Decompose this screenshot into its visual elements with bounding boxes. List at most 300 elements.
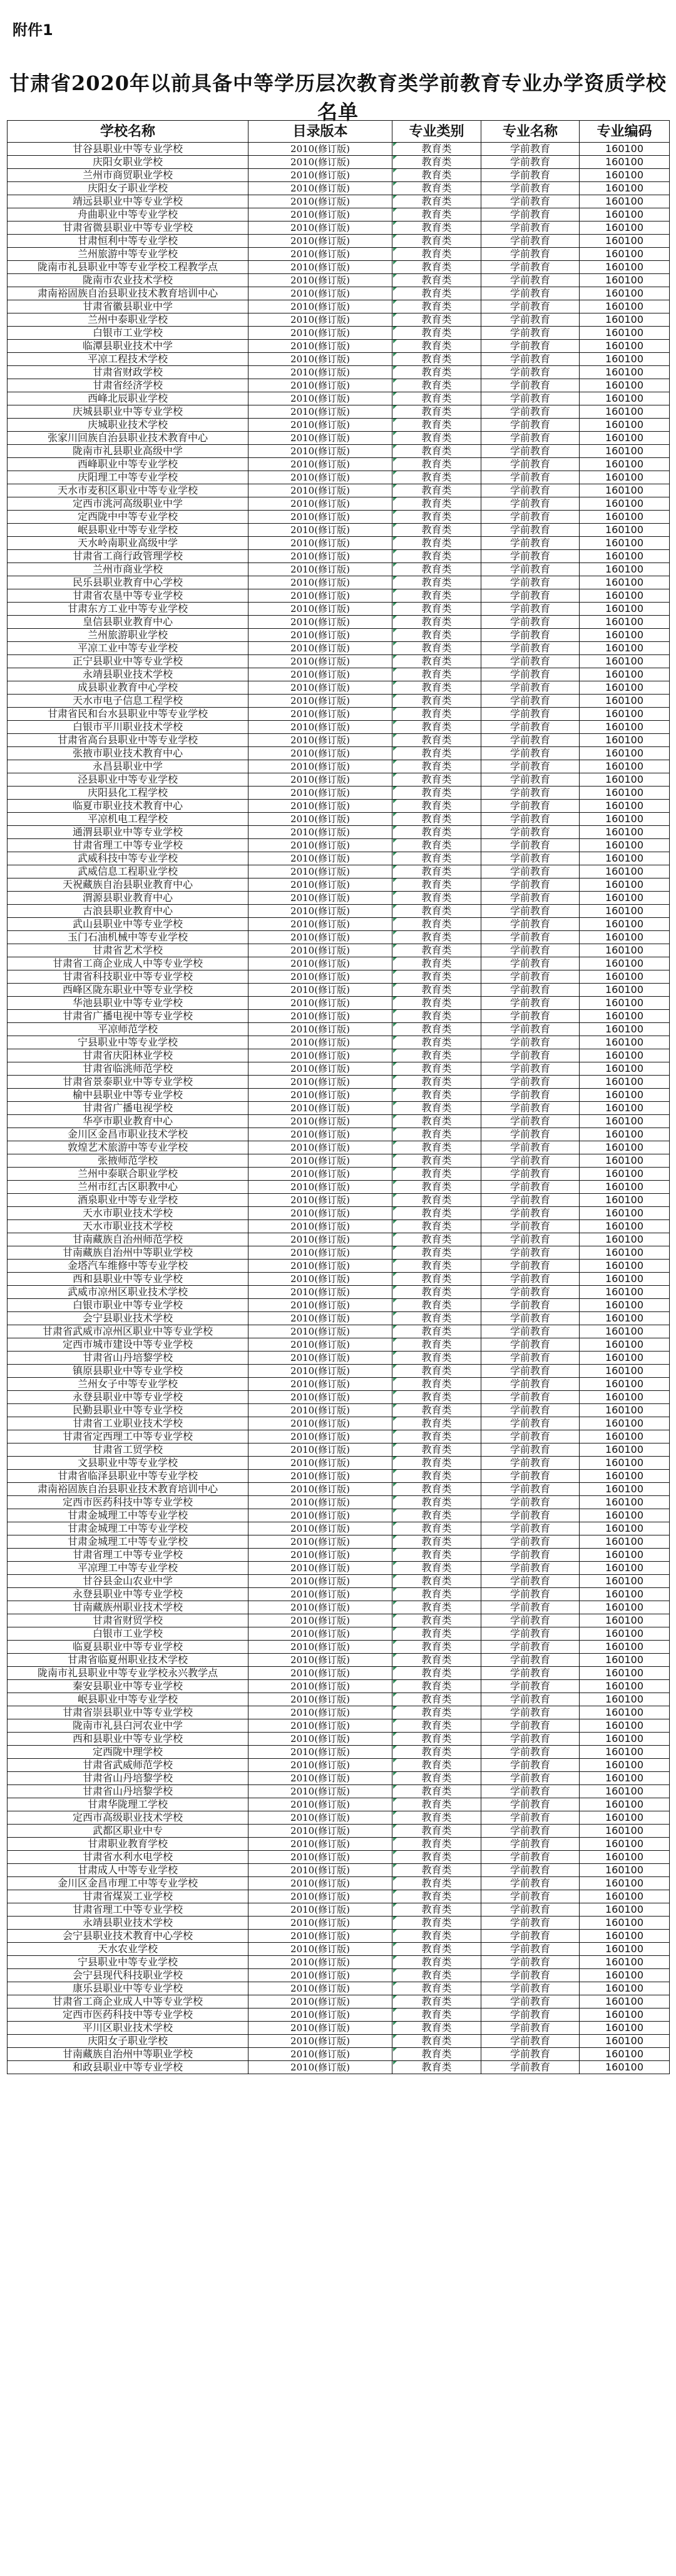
cell-marker-icon xyxy=(393,195,397,199)
code-cell: 160100 xyxy=(580,1404,670,1417)
category-cell: 教育类 xyxy=(392,1838,481,1851)
major-cell: 学前教育 xyxy=(481,537,580,550)
version-cell: 2010(修订版) xyxy=(248,1233,392,1246)
school-name-cell: 舟曲职业中等专业学校 xyxy=(8,208,248,221)
category-cell: 教育类 xyxy=(392,1864,481,1877)
table-row xyxy=(8,169,670,182)
school-name-cell: 平凉工程技术学校 xyxy=(8,353,248,366)
version-cell: 2010(修订版) xyxy=(248,1168,392,1181)
code-cell: 160100 xyxy=(580,445,670,458)
table-row xyxy=(8,1299,670,1312)
category-cell: 教育类 xyxy=(392,1207,481,1220)
category-cell: 教育类 xyxy=(392,787,481,800)
school-name-cell: 玉门石油机械中等专业学校 xyxy=(8,931,248,944)
major-cell: 学前教育 xyxy=(481,182,580,195)
version-cell: 2010(修订版) xyxy=(248,1733,392,1746)
code-cell: 160100 xyxy=(580,2048,670,2061)
school-name-cell: 华池县职业中等专业学校 xyxy=(8,997,248,1010)
category-cell: 教育类 xyxy=(392,1509,481,1522)
version-cell: 2010(修订版) xyxy=(248,708,392,721)
category-cell: 教育类 xyxy=(392,327,481,340)
code-cell: 160100 xyxy=(580,708,670,721)
major-cell: 学前教育 xyxy=(481,1246,580,1260)
category-cell: 教育类 xyxy=(392,1746,481,1759)
school-name-cell: 武都区职业中专 xyxy=(8,1825,248,1838)
major-cell: 学前教育 xyxy=(481,1168,580,1181)
table-row xyxy=(8,1614,670,1627)
table-row xyxy=(8,1246,670,1260)
code-cell: 160100 xyxy=(580,353,670,366)
school-name-cell: 会宁县职业技术学校 xyxy=(8,1312,248,1325)
table-row xyxy=(8,1798,670,1811)
category-cell: 教育类 xyxy=(392,1995,481,2008)
major-cell: 学前教育 xyxy=(481,287,580,300)
code-cell: 160100 xyxy=(580,970,670,984)
major-cell: 学前教育 xyxy=(481,1943,580,1956)
table-row xyxy=(8,1338,670,1352)
category-cell: 教育类 xyxy=(392,1273,481,1286)
school-name-cell: 甘南藏族自治州师范学校 xyxy=(8,1233,248,1246)
table-row xyxy=(8,2022,670,2035)
code-cell: 160100 xyxy=(580,1549,670,1562)
major-cell: 学前教育 xyxy=(481,2022,580,2035)
category-cell: 教育类 xyxy=(392,970,481,984)
code-cell: 160100 xyxy=(580,1982,670,1995)
code-cell: 160100 xyxy=(580,1851,670,1864)
major-cell: 学前教育 xyxy=(481,1759,580,1772)
school-name-cell: 西峰北辰职业学校 xyxy=(8,392,248,405)
major-cell: 学前教育 xyxy=(481,1706,580,1719)
table-row xyxy=(8,1969,670,1982)
school-name-cell: 西和县职业中等专业学校 xyxy=(8,1733,248,1746)
school-name-cell: 甘肃省工商行政管理学校 xyxy=(8,550,248,563)
table-row xyxy=(8,300,670,313)
table-row xyxy=(8,1522,670,1535)
school-name-cell: 张掖市职业技术教育中心 xyxy=(8,747,248,760)
category-cell: 教育类 xyxy=(392,629,481,642)
school-name-cell: 甘肃省工业职业技术学校 xyxy=(8,1417,248,1430)
school-name-cell: 陇南市农业技术学校 xyxy=(8,274,248,287)
code-cell: 160100 xyxy=(580,2061,670,2074)
version-cell: 2010(修订版) xyxy=(248,287,392,300)
category-cell: 教育类 xyxy=(392,392,481,405)
school-name-cell: 临潭县职业技术中学 xyxy=(8,340,248,353)
major-cell: 学前教育 xyxy=(481,221,580,235)
category-cell: 教育类 xyxy=(392,1338,481,1352)
school-name-cell: 天水市电子信息工程学校 xyxy=(8,695,248,708)
major-cell: 学前教育 xyxy=(481,1522,580,1535)
table-row xyxy=(8,327,670,340)
school-name-cell: 兰州中泰联合职业学校 xyxy=(8,1168,248,1181)
version-cell: 2010(修订版) xyxy=(248,1483,392,1496)
cell-marker-icon xyxy=(393,524,397,527)
table-row xyxy=(8,576,670,589)
table-row xyxy=(8,1115,670,1128)
version-cell: 2010(修订版) xyxy=(248,550,392,563)
major-cell: 学前教育 xyxy=(481,1930,580,1943)
cell-marker-icon xyxy=(393,905,397,909)
code-cell: 160100 xyxy=(580,760,670,773)
category-cell: 教育类 xyxy=(392,865,481,878)
table-row xyxy=(8,1588,670,1601)
school-name-cell: 甘肃省艺术学校 xyxy=(8,944,248,957)
cell-marker-icon xyxy=(393,235,397,238)
major-cell: 学前教育 xyxy=(481,1036,580,1049)
version-cell: 2010(修订版) xyxy=(248,405,392,419)
table-row xyxy=(8,1706,670,1719)
version-cell: 2010(修订版) xyxy=(248,1378,392,1391)
cell-marker-icon xyxy=(393,1207,397,1211)
version-cell: 2010(修订版) xyxy=(248,1693,392,1706)
category-cell: 教育类 xyxy=(392,1667,481,1680)
version-cell: 2010(修订版) xyxy=(248,1549,392,1562)
version-cell: 2010(修订版) xyxy=(248,1772,392,1785)
table-row xyxy=(8,235,670,248)
category-cell: 教育类 xyxy=(392,471,481,484)
cell-marker-icon xyxy=(393,1483,397,1487)
cell-marker-icon xyxy=(393,1352,397,1355)
cell-marker-icon xyxy=(393,970,397,974)
cell-marker-icon xyxy=(393,852,397,856)
document-title: 甘肃省2020年以前具备中等学历层次教育类学前教育专业办学资质学校名单 xyxy=(9,71,667,124)
cell-marker-icon xyxy=(393,787,397,790)
code-cell: 160100 xyxy=(580,1759,670,1772)
school-name-cell: 临夏市职业技术教育中心 xyxy=(8,800,248,813)
code-cell: 160100 xyxy=(580,471,670,484)
code-cell: 160100 xyxy=(580,1825,670,1838)
table-row xyxy=(8,1943,670,1956)
category-cell: 教育类 xyxy=(392,892,481,905)
version-cell: 2010(修订版) xyxy=(248,182,392,195)
table-row xyxy=(8,1089,670,1102)
category-cell: 教育类 xyxy=(392,603,481,616)
major-cell: 学前教育 xyxy=(481,1601,580,1614)
code-cell: 160100 xyxy=(580,931,670,944)
code-cell: 160100 xyxy=(580,156,670,169)
version-cell: 2010(修订版) xyxy=(248,1614,392,1627)
major-cell: 学前教育 xyxy=(481,668,580,681)
major-cell: 学前教育 xyxy=(481,878,580,892)
code-cell: 160100 xyxy=(580,1457,670,1470)
category-cell: 教育类 xyxy=(392,760,481,773)
category-cell: 教育类 xyxy=(392,2022,481,2035)
code-cell: 160100 xyxy=(580,1614,670,1627)
version-cell: 2010(修订版) xyxy=(248,1010,392,1023)
table-row xyxy=(8,1430,670,1443)
major-cell: 学前教育 xyxy=(481,313,580,327)
cell-marker-icon xyxy=(393,1535,397,1539)
major-cell: 学前教育 xyxy=(481,603,580,616)
major-cell: 学前教育 xyxy=(481,1903,580,1917)
code-cell: 160100 xyxy=(580,1693,670,1706)
school-name-cell: 兰州市商贸职业学校 xyxy=(8,169,248,182)
category-cell: 教育类 xyxy=(392,261,481,274)
table-row xyxy=(8,1680,670,1693)
cell-marker-icon xyxy=(393,865,397,869)
cell-marker-icon xyxy=(393,957,397,961)
major-cell: 学前教育 xyxy=(481,1772,580,1785)
major-cell: 学前教育 xyxy=(481,1391,580,1404)
school-name-cell: 甘肃省临泽县职业中等专业学校 xyxy=(8,1470,248,1483)
version-cell: 2010(修订版) xyxy=(248,1194,392,1207)
school-name-cell: 甘肃省理工中等专业学校 xyxy=(8,1903,248,1917)
table-row xyxy=(8,1627,670,1641)
school-name-cell: 张掖师范学校 xyxy=(8,1154,248,1168)
school-name-cell: 甘肃省临夏州职业技术学校 xyxy=(8,1654,248,1667)
cell-marker-icon xyxy=(393,1601,397,1605)
table-row xyxy=(8,629,670,642)
version-cell: 2010(修订版) xyxy=(248,1089,392,1102)
school-name-cell: 古浪县职业教育中心 xyxy=(8,905,248,918)
table-row xyxy=(8,668,670,681)
cell-marker-icon xyxy=(393,839,397,843)
category-cell: 教育类 xyxy=(392,1890,481,1903)
version-cell: 2010(修订版) xyxy=(248,576,392,589)
table-row xyxy=(8,445,670,458)
annex-label: 附件1 xyxy=(13,21,53,39)
version-cell: 2010(修订版) xyxy=(248,1102,392,1115)
version-cell: 2010(修订版) xyxy=(248,524,392,537)
table-row xyxy=(8,589,670,603)
cell-marker-icon xyxy=(393,511,397,514)
code-cell: 160100 xyxy=(580,327,670,340)
cell-marker-icon xyxy=(393,747,397,751)
version-cell: 2010(修订版) xyxy=(248,878,392,892)
code-cell: 160100 xyxy=(580,1877,670,1890)
header-row xyxy=(8,121,670,143)
table-row xyxy=(8,261,670,274)
version-cell: 2010(修订版) xyxy=(248,1207,392,1220)
code-cell: 160100 xyxy=(580,892,670,905)
version-cell: 2010(修订版) xyxy=(248,2008,392,2022)
code-cell: 160100 xyxy=(580,1220,670,1233)
table-row xyxy=(8,471,670,484)
table-row xyxy=(8,603,670,616)
school-name-cell: 平凉理工中等专业学校 xyxy=(8,1562,248,1575)
school-name-cell: 成县职业教育中心学校 xyxy=(8,681,248,695)
code-cell: 160100 xyxy=(580,248,670,261)
major-cell: 学前教育 xyxy=(481,1890,580,1903)
cell-marker-icon xyxy=(393,550,397,554)
code-cell: 160100 xyxy=(580,300,670,313)
category-cell: 教育类 xyxy=(392,1141,481,1154)
code-cell: 160100 xyxy=(580,1194,670,1207)
school-name-cell: 岷县职业中等专业学校 xyxy=(8,524,248,537)
table-row xyxy=(8,918,670,931)
major-cell: 学前教育 xyxy=(481,1273,580,1286)
category-cell: 教育类 xyxy=(392,1614,481,1627)
school-name-cell: 甘肃省财贸学校 xyxy=(8,1614,248,1627)
version-cell: 2010(修订版) xyxy=(248,156,392,169)
school-name-cell: 庆城县职业中等专业学校 xyxy=(8,405,248,419)
cell-marker-icon xyxy=(393,1811,397,1815)
major-cell: 学前教育 xyxy=(481,997,580,1010)
cell-marker-icon xyxy=(393,826,397,830)
table-row xyxy=(8,1811,670,1825)
school-name-cell: 武威信息工程职业学校 xyxy=(8,865,248,878)
code-cell: 160100 xyxy=(580,1036,670,1049)
major-cell: 学前教育 xyxy=(481,1641,580,1654)
school-name-cell: 陇南市礼县职业高级中学 xyxy=(8,445,248,458)
school-name-cell: 庆城职业技术学校 xyxy=(8,419,248,432)
table-row xyxy=(8,1825,670,1838)
code-cell: 160100 xyxy=(580,773,670,787)
category-cell: 教育类 xyxy=(392,931,481,944)
category-cell: 教育类 xyxy=(392,458,481,471)
major-cell: 学前教育 xyxy=(481,419,580,432)
version-cell: 2010(修订版) xyxy=(248,589,392,603)
major-cell: 学前教育 xyxy=(481,905,580,918)
major-cell: 学前教育 xyxy=(481,1509,580,1522)
cell-marker-icon xyxy=(393,1194,397,1198)
category-cell: 教育类 xyxy=(392,708,481,721)
school-name-cell: 陇南市礼县职业中等专业学校工程教学点 xyxy=(8,261,248,274)
table-row xyxy=(8,353,670,366)
code-cell: 160100 xyxy=(580,1733,670,1746)
category-cell: 教育类 xyxy=(392,1128,481,1141)
school-name-cell: 甘谷县职业中等专业学校 xyxy=(8,143,248,156)
major-cell: 学前教育 xyxy=(481,747,580,760)
school-name-cell: 天水市麦积区职业中等专业学校 xyxy=(8,484,248,497)
code-cell: 160100 xyxy=(580,1798,670,1811)
table-row xyxy=(8,1404,670,1417)
major-cell: 学前教育 xyxy=(481,773,580,787)
major-cell: 学前教育 xyxy=(481,800,580,813)
category-cell: 教育类 xyxy=(392,681,481,695)
cell-marker-icon xyxy=(393,484,397,488)
code-cell: 160100 xyxy=(580,1312,670,1325)
cell-marker-icon xyxy=(393,2035,397,2039)
version-cell: 2010(修订版) xyxy=(248,563,392,576)
category-cell: 教育类 xyxy=(392,1260,481,1273)
category-cell: 教育类 xyxy=(392,1943,481,1956)
school-name-cell: 甘肃省徽县职业中学 xyxy=(8,300,248,313)
category-cell: 教育类 xyxy=(392,1102,481,1115)
cell-marker-icon xyxy=(393,1956,397,1960)
version-cell: 2010(修订版) xyxy=(248,1496,392,1509)
code-cell: 160100 xyxy=(580,392,670,405)
category-cell: 教育类 xyxy=(392,156,481,169)
school-name-cell: 庆阳理工中等专业学校 xyxy=(8,471,248,484)
table-row xyxy=(8,208,670,221)
version-cell: 2010(修订版) xyxy=(248,1785,392,1798)
major-cell: 学前教育 xyxy=(481,1181,580,1194)
school-name-cell: 酒泉职业中等专业学校 xyxy=(8,1194,248,1207)
code-cell: 160100 xyxy=(580,484,670,497)
major-cell: 学前教育 xyxy=(481,1194,580,1207)
cell-marker-icon xyxy=(393,537,397,541)
school-name-cell: 定西陇中中等专业学校 xyxy=(8,511,248,524)
code-cell: 160100 xyxy=(580,1391,670,1404)
major-cell: 学前教育 xyxy=(481,1864,580,1877)
category-cell: 教育类 xyxy=(392,169,481,182)
version-cell: 2010(修订版) xyxy=(248,1995,392,2008)
cell-marker-icon xyxy=(393,1917,397,1920)
code-cell: 160100 xyxy=(580,1588,670,1601)
code-cell: 160100 xyxy=(580,497,670,511)
version-cell: 2010(修订版) xyxy=(248,970,392,984)
table-row xyxy=(8,1233,670,1246)
school-name-cell: 定西市城市建设中等专业学校 xyxy=(8,1338,248,1352)
table-row xyxy=(8,1864,670,1877)
cell-marker-icon xyxy=(393,1115,397,1119)
category-cell: 教育类 xyxy=(392,918,481,931)
major-cell: 学前教育 xyxy=(481,1233,580,1246)
cell-marker-icon xyxy=(393,1943,397,1947)
code-cell: 160100 xyxy=(580,458,670,471)
school-name-cell: 定西市洮河高级职业中学 xyxy=(8,497,248,511)
major-cell: 学前教育 xyxy=(481,156,580,169)
code-cell: 160100 xyxy=(580,800,670,813)
major-cell: 学前教育 xyxy=(481,984,580,997)
major-cell: 学前教育 xyxy=(481,300,580,313)
version-cell: 2010(修订版) xyxy=(248,353,392,366)
category-cell: 教育类 xyxy=(392,1825,481,1838)
table-row xyxy=(8,721,670,734)
major-cell: 学前教育 xyxy=(481,1549,580,1562)
version-cell: 2010(修订版) xyxy=(248,379,392,392)
major-cell: 学前教育 xyxy=(481,1496,580,1509)
cell-marker-icon xyxy=(393,878,397,882)
table-row xyxy=(8,970,670,984)
table-row xyxy=(8,1877,670,1890)
cell-marker-icon xyxy=(393,1312,397,1316)
school-name-cell: 武威科技中等专业学校 xyxy=(8,852,248,865)
category-cell: 教育类 xyxy=(392,905,481,918)
category-cell: 教育类 xyxy=(392,1036,481,1049)
cell-marker-icon xyxy=(393,773,397,777)
major-cell: 学前教育 xyxy=(481,392,580,405)
table-row xyxy=(8,1785,670,1798)
cell-marker-icon xyxy=(393,892,397,895)
major-cell: 学前教育 xyxy=(481,327,580,340)
version-cell: 2010(修订版) xyxy=(248,1417,392,1430)
major-cell: 学前教育 xyxy=(481,1430,580,1443)
code-cell: 160100 xyxy=(580,143,670,156)
version-cell: 2010(修订版) xyxy=(248,944,392,957)
cell-marker-icon xyxy=(393,419,397,422)
version-cell: 2010(修订版) xyxy=(248,1365,392,1378)
cell-marker-icon xyxy=(393,1982,397,1986)
version-cell: 2010(修订版) xyxy=(248,1220,392,1233)
school-name-cell: 平川区职业技术学校 xyxy=(8,2022,248,2035)
cell-marker-icon xyxy=(393,734,397,738)
table-row xyxy=(8,1049,670,1062)
code-cell: 160100 xyxy=(580,813,670,826)
major-cell: 学前教育 xyxy=(481,1719,580,1733)
code-cell: 160100 xyxy=(580,1378,670,1391)
cell-marker-icon xyxy=(393,1509,397,1513)
table-row xyxy=(8,1930,670,1943)
major-cell: 学前教育 xyxy=(481,1535,580,1549)
major-cell: 学前教育 xyxy=(481,2048,580,2061)
school-name-cell: 兰州中泰职业学校 xyxy=(8,313,248,327)
major-cell: 学前教育 xyxy=(481,235,580,248)
table-row xyxy=(8,681,670,695)
major-cell: 学前教育 xyxy=(481,1352,580,1365)
table-row xyxy=(8,1733,670,1746)
major-cell: 学前教育 xyxy=(481,379,580,392)
cell-marker-icon xyxy=(393,1772,397,1776)
school-name-cell: 甘南藏族自治州中等职业学校 xyxy=(8,1246,248,1260)
school-name-cell: 民乐县职业教育中心学校 xyxy=(8,576,248,589)
category-cell: 教育类 xyxy=(392,248,481,261)
code-cell: 160100 xyxy=(580,235,670,248)
table-row xyxy=(8,1982,670,1995)
school-name-cell: 兰州市商业学校 xyxy=(8,563,248,576)
major-cell: 学前教育 xyxy=(481,642,580,655)
cell-marker-icon xyxy=(393,1246,397,1250)
